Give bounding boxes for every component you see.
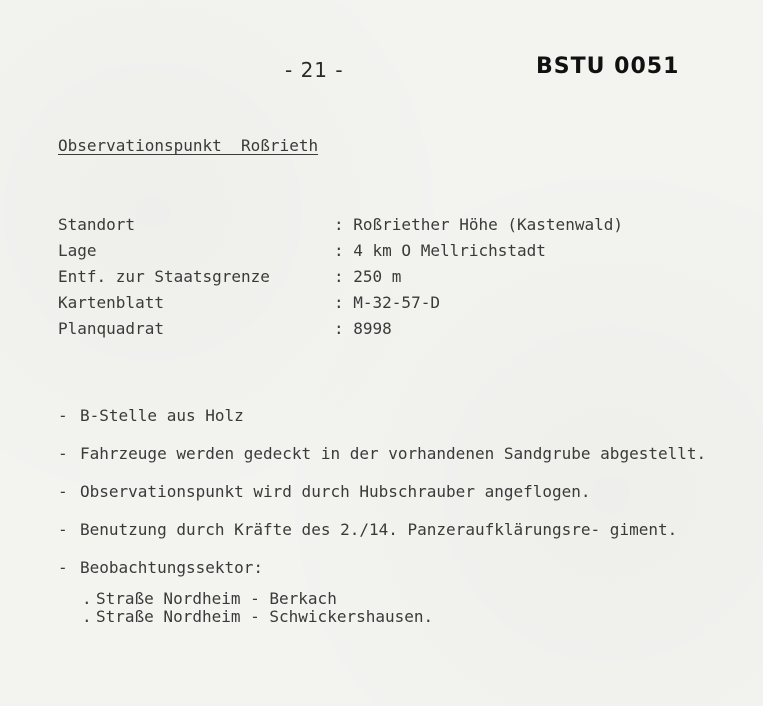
fact-list: [58, 212, 623, 342]
bullet-item: [58, 406, 738, 426]
dot-marker: .: [82, 607, 92, 626]
bullet-item: [58, 520, 738, 540]
fact-row-standort: [58, 212, 623, 238]
dash-marker: -: [58, 482, 68, 501]
bullet-item: [58, 558, 738, 626]
bullet-item: [58, 444, 738, 464]
fact-value: : 250 m: [334, 267, 402, 286]
fact-row-lage: [58, 238, 623, 264]
fact-row-entfernung: [58, 264, 623, 290]
archive-stamp: BSTU 0051: [536, 54, 680, 79]
dot-marker: .: [82, 589, 92, 608]
fact-label: Lage: [58, 241, 97, 260]
fact-label: Standort: [58, 215, 136, 234]
bullet-text: Observationspunkt wird durch Hubschrauber angeflogen.: [80, 482, 591, 501]
bullet-text: Benutzung durch Kräfte des 2./14. Panzeraufklärungsre- giment.: [80, 520, 678, 539]
dash-marker: -: [58, 444, 68, 463]
fact-value: : 8998: [334, 319, 392, 338]
dash-marker: -: [58, 406, 68, 425]
fact-label: Entf. zur Staatsgrenze: [58, 267, 270, 286]
dash-marker: -: [58, 558, 68, 577]
bullet-text: Fahrzeuge werden gedeckt in der vorhandenen Sandgrube abgestellt.: [80, 444, 707, 463]
bullet-text: Beobachtungssektor:: [80, 558, 264, 577]
fact-row-planquadrat: [58, 316, 623, 342]
page-number: - 21 -: [285, 58, 344, 82]
fact-row-kartenblatt: [58, 290, 623, 316]
bullet-body: [80, 558, 738, 626]
dash-marker: -: [58, 520, 68, 539]
fact-label: Kartenblatt: [58, 293, 164, 312]
sub-item-text: Straße Nordheim - Schwickershausen.: [96, 607, 434, 626]
bullet-list: [58, 406, 738, 644]
sub-item-text: Straße Nordheim - Berkach: [96, 589, 337, 608]
sub-list-item: [82, 608, 738, 626]
bullet-text: B-Stelle aus Holz: [80, 406, 244, 425]
fact-value: : 4 km O Mellrichstadt: [334, 241, 546, 260]
bullet-item: [58, 482, 738, 502]
sub-list: [80, 590, 738, 626]
fact-value: : M-32-57-D: [334, 293, 440, 312]
sub-list-item: [82, 590, 738, 608]
section-title: Observationspunkt Roßrieth: [58, 136, 319, 155]
fact-label: Planquadrat: [58, 319, 164, 338]
fact-value: : Roßriether Höhe (Kastenwald): [334, 215, 623, 234]
